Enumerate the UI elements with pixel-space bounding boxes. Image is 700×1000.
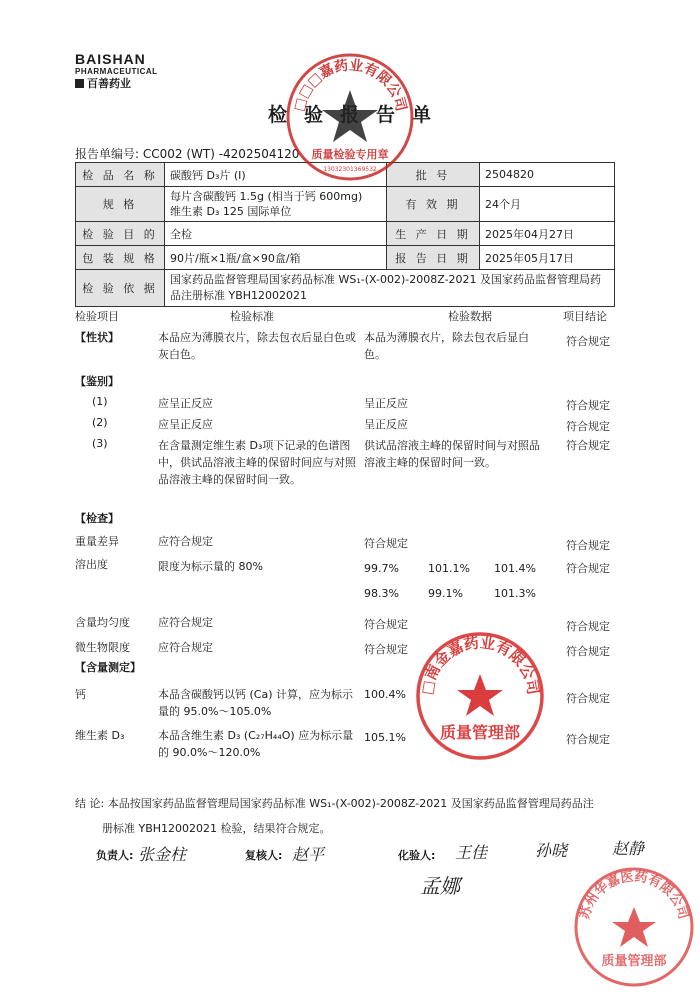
- report-number: 报告单编号: CC002 (WT) -4202504120: [75, 147, 300, 161]
- micro-standard: 应符合规定: [158, 641, 213, 654]
- vitd-data: 105.1%: [364, 731, 406, 744]
- dissolution-value: 101.3%: [494, 587, 536, 600]
- pack-value: 90片/瓶×1瓶/盒×90盒/箱: [165, 246, 387, 270]
- conclusion-line1: 结 论: 本品按国家药品监督管理局国家药品标准 WS₁-(X-002)-2008Z-2021 及国家药品监督管理局药品注: [75, 797, 594, 810]
- section-traits: 【性状】: [75, 331, 119, 344]
- uniformity-data: 符合规定: [364, 618, 408, 631]
- review-signature: 赵平: [292, 845, 325, 864]
- purpose-label: 检 验 目 的: [76, 222, 165, 246]
- calcium-data: 100.4%: [364, 688, 406, 701]
- batch-label: 批 号: [387, 163, 480, 187]
- report-date-value: 2025年05月17日: [480, 246, 615, 270]
- dissolution-conclusion: 符合规定: [566, 562, 610, 575]
- ident-standard-1: 应呈正反应: [158, 397, 213, 410]
- tester-signature-1: 王佳: [455, 843, 488, 862]
- ident-no-1: (1): [92, 395, 108, 408]
- svg-text:质量管理部: 质量管理部: [439, 723, 521, 742]
- vitd-conclusion: 符合规定: [566, 733, 610, 746]
- tester-signature-4: 孟娜: [420, 874, 460, 898]
- purpose-value: 全检: [165, 222, 387, 246]
- review-label: 复核人:: [245, 849, 283, 862]
- ident-data-1: 呈正反应: [364, 397, 408, 410]
- tester-label: 化验人:: [398, 849, 436, 862]
- weight-item: 重量差异: [75, 535, 119, 548]
- supplier-quality-seal: [572, 865, 696, 989]
- pack-label: 包 装 规 格: [76, 246, 165, 270]
- traits-conclusion: 符合规定: [566, 335, 610, 348]
- dissolution-value: 101.4%: [494, 562, 536, 575]
- ident-conclusion-3: 符合规定: [566, 439, 610, 452]
- dissolution-value: 98.3%: [364, 587, 399, 600]
- weight-conclusion: 符合规定: [566, 539, 610, 552]
- resp-label: 负责人:: [96, 849, 134, 862]
- ident-standard-2: 应呈正反应: [158, 418, 213, 431]
- calcium-item: 钙: [75, 688, 86, 701]
- section-ident: 【鉴别】: [75, 375, 119, 388]
- col-conclusion: 项目结论: [563, 310, 607, 323]
- weight-standard: 应符合规定: [158, 535, 213, 548]
- ident-no-2: (2): [92, 416, 108, 429]
- traits-data: 本品为薄膜衣片，除去包衣后显白色。: [364, 331, 529, 361]
- svg-text:质量检验专用章: 质量检验专用章: [311, 148, 389, 161]
- svg-text:□□□嘉药业有限公司: □□□嘉药业有限公司: [291, 57, 409, 114]
- col-data: 检验数据: [448, 310, 492, 323]
- quality-dept-seal: [414, 630, 546, 762]
- ident-standard-3: 在含量测定维生素 D₃项下记录的色谱图中，供试品溶液主峰的保留时间应与对照品溶液主峰的保留时间一致。: [158, 439, 356, 486]
- vitd-item: 维生素 D₃: [75, 729, 125, 742]
- ident-no-3: (3): [92, 437, 108, 450]
- ident-data-2: 呈正反应: [364, 418, 408, 431]
- conclusion-line2: 册标准 YBH12002021 检验，结果符合规定。: [102, 822, 331, 835]
- dissolution-value: 99.7%: [364, 562, 399, 575]
- micro-data: 符合规定: [364, 643, 408, 656]
- vitd-standard: 本品含维生素 D₃ (C₂₇H₄₄O) 应为标示量的 90.0%～120.0%: [158, 729, 354, 759]
- calcium-standard: 本品含碳酸钙以钙 (Ca) 计算，应为标示量的 95.0%～105.0%: [158, 688, 353, 718]
- dissolution-value: 99.1%: [428, 587, 463, 600]
- tester-signature-2: 孙晓: [535, 841, 568, 860]
- report-date-label: 报 告 日 期: [387, 246, 480, 270]
- mfg-date-value: 2025年04月27日: [480, 222, 615, 246]
- logo-sub-en: PHARMACEUTICAL: [75, 67, 158, 76]
- batch-value: 2504820: [480, 163, 615, 187]
- dissolution-standard: 限度为标示量的 80%: [158, 560, 263, 573]
- company-logo: [75, 52, 158, 91]
- validity-value: 24个月: [480, 187, 615, 222]
- ident-conclusion-1: 符合规定: [566, 399, 610, 412]
- section-check: 【检查】: [75, 512, 119, 525]
- basis-label: 检 验 依 据: [76, 270, 165, 307]
- uniformity-standard: 应符合规定: [158, 616, 213, 629]
- uniformity-conclusion: 符合规定: [566, 620, 610, 633]
- product-value: 碳酸钙 D₃片 (Ⅰ): [165, 163, 387, 187]
- uniformity-item: 含量均匀度: [75, 616, 130, 629]
- dissolution-item: 溶出度: [75, 558, 108, 571]
- report-title: 检 验 告 单: [268, 104, 436, 126]
- ident-data-3: 供试品溶液主峰的保留时间与对照品溶液主峰的保留时间一致。: [364, 439, 540, 469]
- traits-standard: 本品应为薄膜衣片，除去包衣后显白色或灰白色。: [158, 331, 356, 361]
- ident-conclusion-2: 符合规定: [566, 420, 610, 433]
- calcium-conclusion: 符合规定: [566, 692, 610, 705]
- spec-label: 规 格: [76, 187, 165, 222]
- basis-value: 国家药品监督管理局国家药品标准 WS₁-(X-002)-2008Z-2021 及国家药品监督管理局药品注册标准 YBH12002021: [165, 270, 615, 307]
- svg-text:质量管理部: 质量管理部: [601, 954, 667, 969]
- spec-value: 每片含碳酸钙 1.5g (相当于钙 600mg) 维生素 D₃ 125 国际单位: [165, 187, 387, 222]
- dissolution-value: 101.1%: [428, 562, 470, 575]
- tester-signature-3: 赵静: [612, 839, 645, 858]
- col-standard: 检验标准: [230, 310, 274, 323]
- svg-text:13032301369532: 13032301369532: [323, 166, 377, 173]
- logo-brand-cn: 百善药业: [75, 77, 158, 91]
- resp-signature: 张金柱: [138, 845, 187, 864]
- section-assay: 【含量测定】: [75, 661, 141, 674]
- product-label: 检 品 名 称: [76, 163, 165, 187]
- weight-data: 符合规定: [364, 537, 408, 550]
- validity-label: 有 效 期: [387, 187, 480, 222]
- logo-brand-en: BAISHAN: [75, 51, 146, 67]
- svg-text:苏州华嘉医药有限公司: 苏州华嘉医药有限公司: [577, 869, 691, 922]
- svg-text:□南金嘉药业有限公司: □南金嘉药业有限公司: [417, 633, 543, 697]
- quality-inspection-seal: [283, 50, 417, 184]
- micro-item: 微生物限度: [75, 641, 130, 654]
- col-item: 检验项目: [75, 310, 119, 323]
- micro-conclusion: 符合规定: [566, 645, 610, 658]
- mfg-date-label: 生 产 日 期: [387, 222, 480, 246]
